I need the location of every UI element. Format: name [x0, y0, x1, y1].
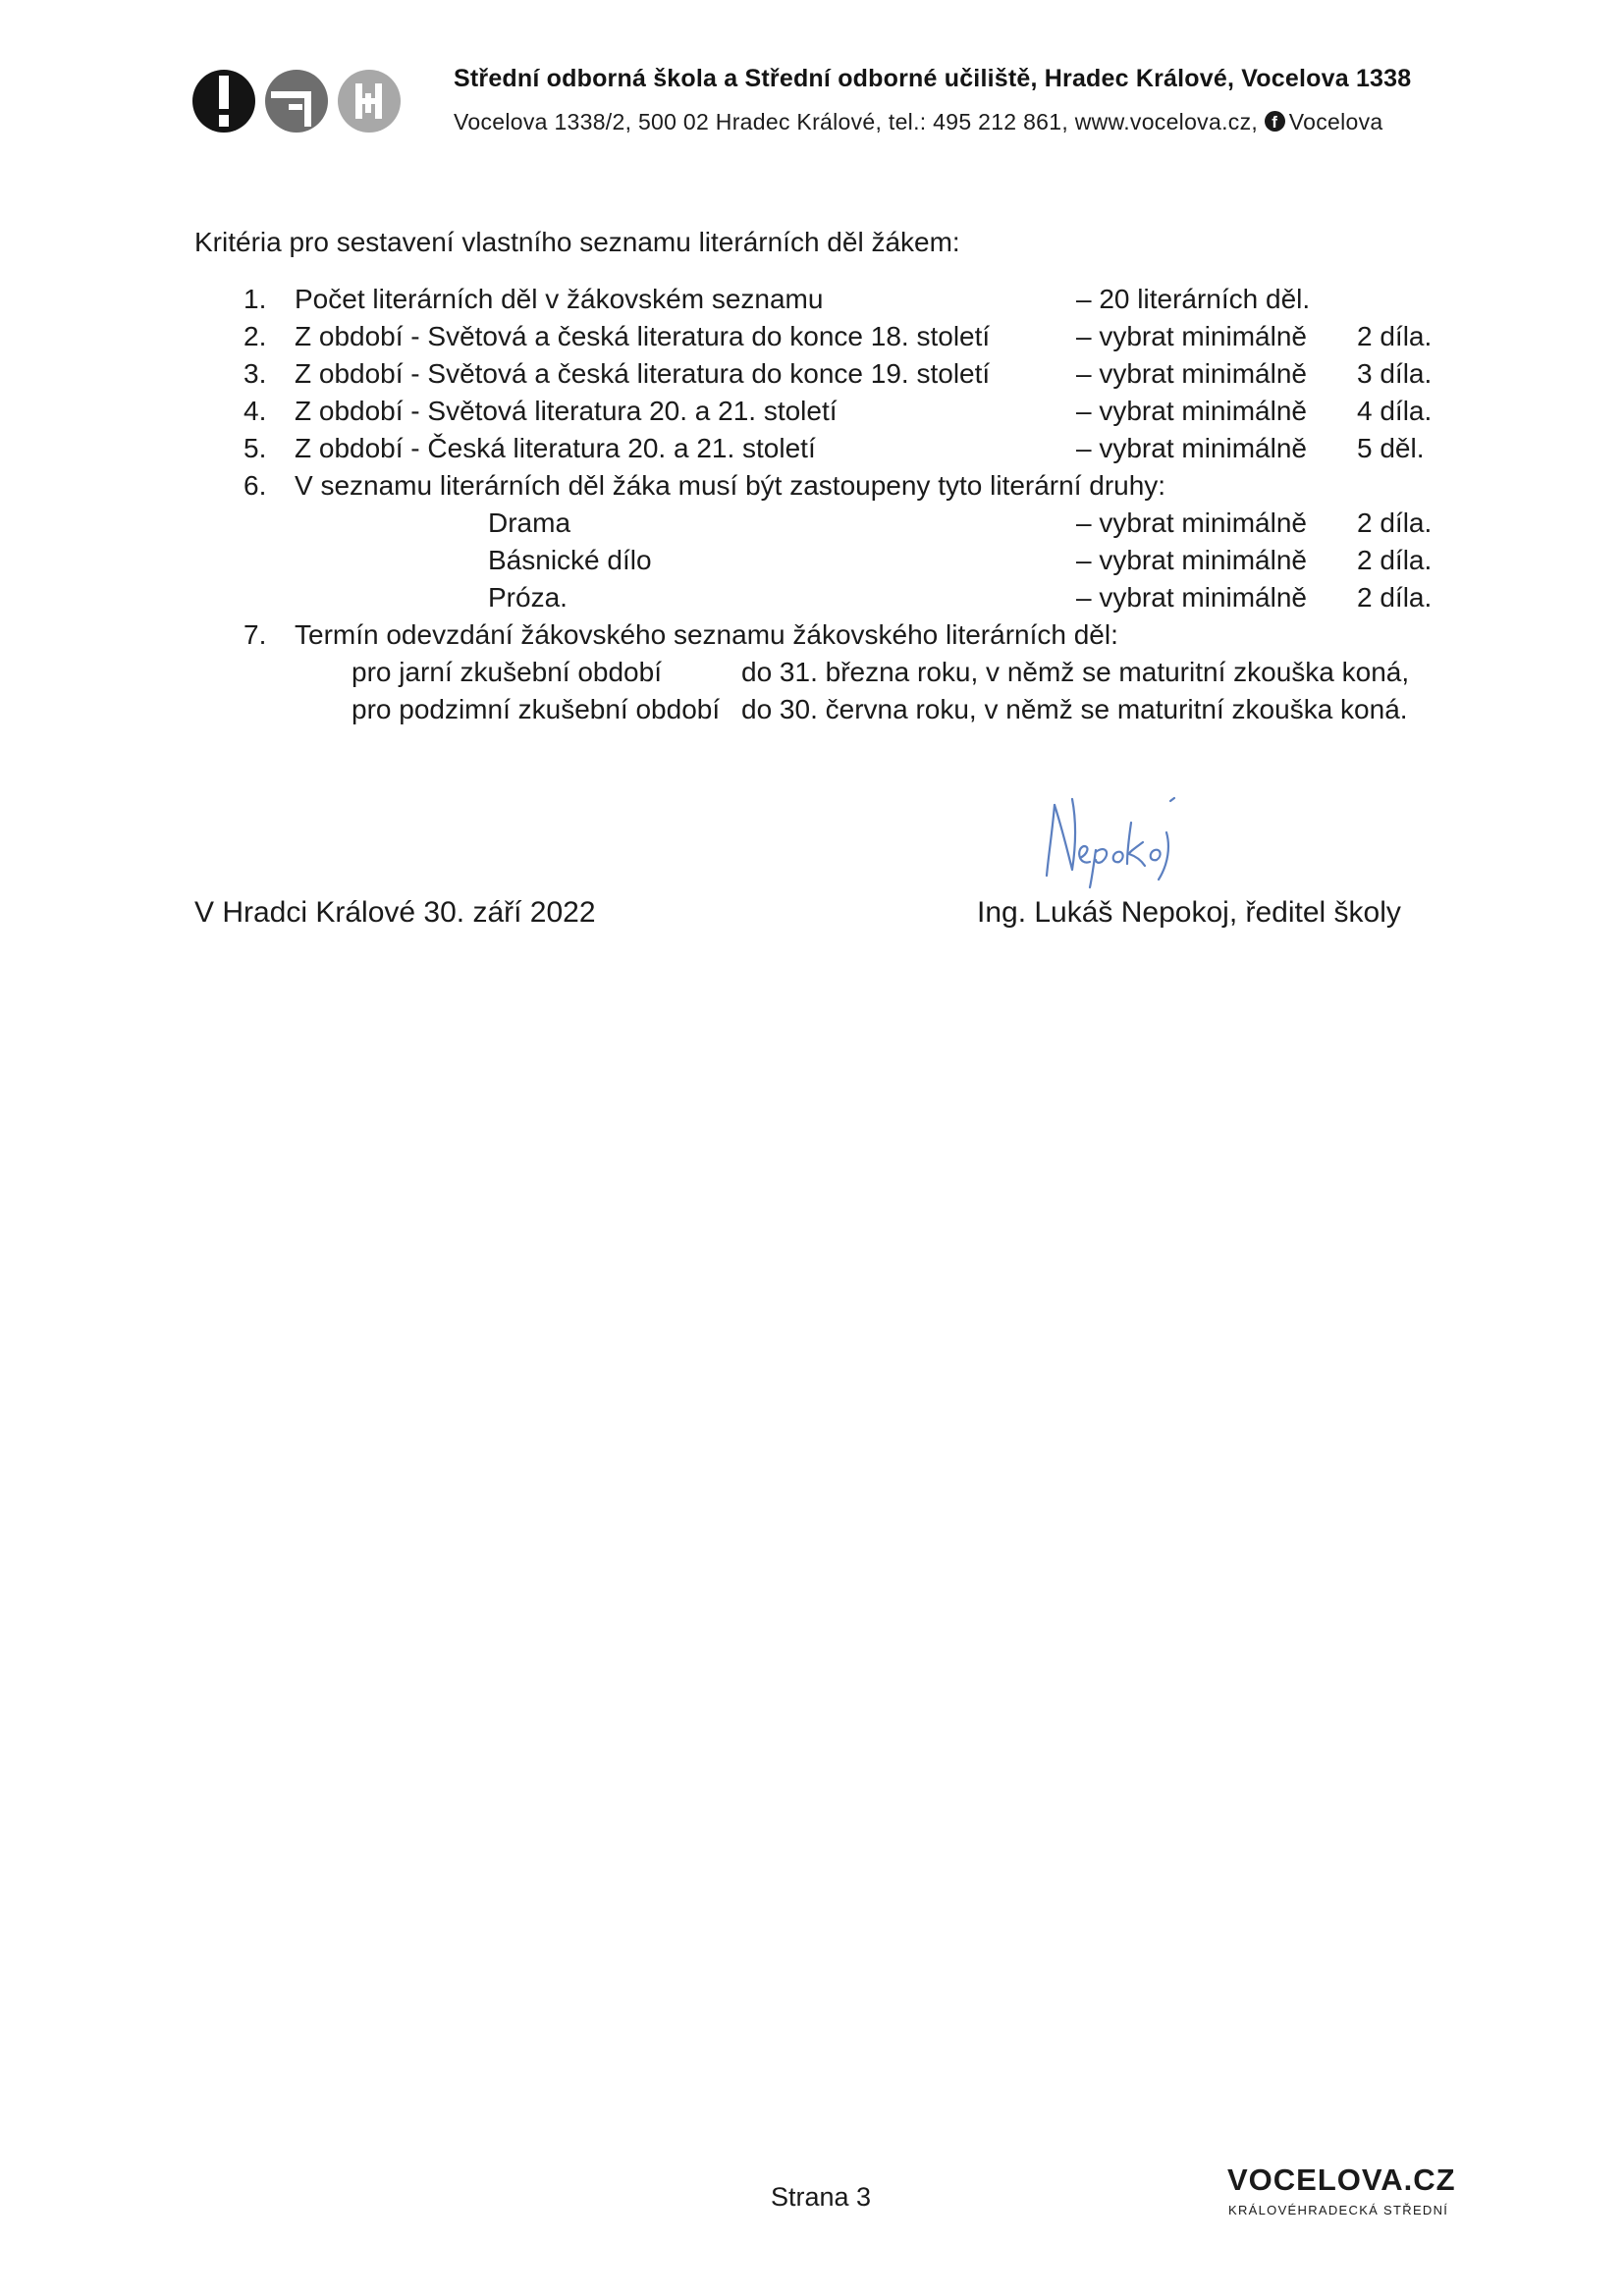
genre-quantity: 2 díla.	[1357, 507, 1433, 538]
item-number: 5.	[244, 433, 267, 463]
genre-requirement: – vybrat minimálně	[1076, 582, 1307, 613]
genre-item	[194, 542, 1471, 579]
deadline-row	[194, 691, 1471, 728]
item-quantity: 4 díla.	[1357, 396, 1433, 426]
item-number: 3.	[244, 358, 267, 389]
criteria-item	[194, 430, 1471, 467]
school-logo-dark-icon	[192, 70, 255, 133]
genre-name: Drama	[488, 507, 571, 538]
item-requirement: – vybrat minimálně	[1076, 358, 1307, 389]
contact-text: Vocelova 1338/2, 500 02 Hradec Králové, tel.: 495 212 861, www.vocelova.cz,	[454, 109, 1259, 134]
item-quantity: 2 díla.	[1357, 321, 1433, 351]
genre-quantity: 2 díla.	[1357, 582, 1433, 613]
criteria-item	[194, 318, 1471, 355]
item-number: 7.	[244, 619, 267, 650]
genre-name: Básnické dílo	[488, 545, 652, 575]
item-number: 2.	[244, 321, 267, 351]
genre-name: Próza.	[488, 582, 568, 613]
genre-requirement: – vybrat minimálně	[1076, 507, 1307, 538]
item-text: Z období - Světová a česká literatura do konce 19. století	[295, 358, 991, 389]
criteria-item	[194, 355, 1471, 393]
criteria-item	[194, 467, 1471, 505]
item-text: Z období - Světová a česká literatura do konce 18. století	[295, 321, 991, 351]
genre-quantity: 2 díla.	[1357, 545, 1433, 575]
deadline-label: pro jarní zkušební období	[352, 657, 662, 687]
item-number: 6.	[244, 470, 267, 501]
item-text: V seznamu literárních děl žáka musí být zastoupeny tyto literární druhy:	[295, 470, 1166, 501]
item-text: Termín odevzdání žákovského seznamu žákovského literárních děl:	[295, 619, 1118, 650]
criteria-item	[194, 393, 1471, 430]
item-number: 1.	[244, 284, 267, 314]
signer-name: Ing. Lukáš Nepokoj, ředitel školy	[977, 896, 1401, 929]
document-body	[194, 224, 1471, 728]
footer-brand-subtitle: KRÁLOVÉHRADECKÁ STŘEDNÍ	[1228, 2203, 1449, 2217]
school-contact	[454, 109, 1383, 135]
school-logo-mid-icon	[265, 70, 328, 133]
item-requirement: – 20 literárních děl.	[1076, 284, 1311, 314]
item-quantity: 5 děl.	[1357, 433, 1425, 463]
item-requirement: – vybrat minimálně	[1076, 433, 1307, 463]
school-logo-light-icon	[338, 70, 401, 133]
item-number: 4.	[244, 396, 267, 426]
intro-text: Kritéria pro sestavení vlastního seznamu literárních děl žákem:	[194, 227, 960, 257]
deadline-row	[194, 654, 1471, 691]
handwritten-signature	[1033, 785, 1190, 893]
page-number: Strana 3	[771, 2182, 872, 2212]
facebook-name: Vocelova	[1288, 109, 1383, 134]
genre-item	[194, 579, 1471, 616]
item-quantity: 3 díla.	[1357, 358, 1433, 389]
place-date: V Hradci Králové 30. září 2022	[194, 896, 596, 929]
genre-item	[194, 505, 1471, 542]
item-text: Počet literárních děl v žákovském seznamu	[295, 284, 824, 314]
deadline-label: pro podzimní zkušební období	[352, 694, 721, 724]
deadline-text: do 30. června roku, v němž se maturitní zkouška koná.	[741, 694, 1408, 724]
criteria-item	[194, 281, 1471, 318]
criteria-item	[194, 616, 1471, 654]
genre-requirement: – vybrat minimálně	[1076, 545, 1307, 575]
school-name: Střední odborná škola a Střední odborné učiliště, Hradec Králové, Vocelova 1338	[454, 65, 1412, 92]
footer-brand: VOCELOVA.CZ	[1227, 2163, 1456, 2197]
item-requirement: – vybrat minimálně	[1076, 321, 1307, 351]
item-text: Z období - Světová literatura 20. a 21. století	[295, 396, 838, 426]
item-requirement: – vybrat minimálně	[1076, 396, 1307, 426]
facebook-icon: f	[1265, 111, 1285, 132]
item-text: Z období - Česká literatura 20. a 21. století	[295, 433, 816, 463]
deadline-text: do 31. března roku, v němž se maturitní zkouška koná,	[741, 657, 1410, 687]
